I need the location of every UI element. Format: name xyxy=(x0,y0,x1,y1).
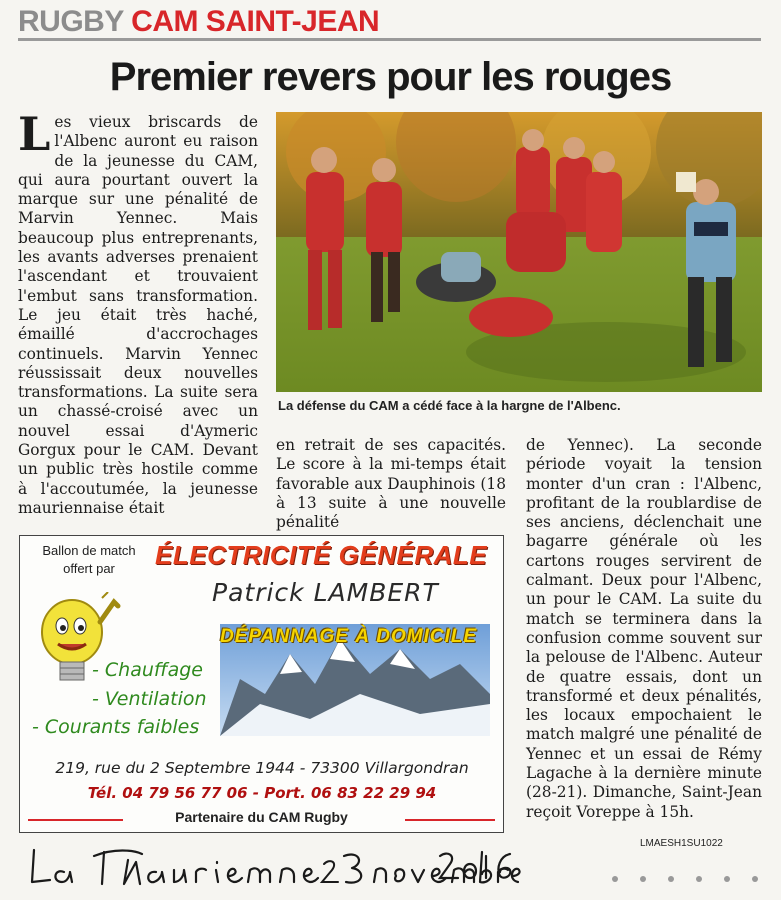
print-dot xyxy=(752,876,758,882)
rugby-photo-illustration xyxy=(276,112,762,392)
rubric-team: CAM SAINT-JEAN xyxy=(131,5,380,38)
ad-partner-line: Partenaire du CAM Rugby xyxy=(175,809,348,825)
ad-service-ventilation: - Ventilation xyxy=(92,688,207,710)
sponsor-line-2: offert par xyxy=(63,561,115,576)
ad-tagline: DÉPANNAGE À DOMICILE xyxy=(220,626,478,647)
sponsor-line-1: Ballon de match xyxy=(42,543,136,558)
ad-phone-numbers: Tél. 04 79 56 77 06 - Port. 06 83 22 29 94 xyxy=(87,784,437,802)
drop-cap: L xyxy=(18,107,51,161)
rubric-label: RUGBY xyxy=(18,5,124,38)
print-dot xyxy=(668,876,674,882)
article-column-2 xyxy=(276,436,506,532)
photo-caption: La défense du CAM a cédé face à la hargne de l'Albenc. xyxy=(278,398,621,413)
print-dot xyxy=(640,876,646,882)
column-1-text: es vieux briscards de l'Albenc auront eu raison de la jeunesse du CAM, qui aura pourtant ouvert la marque sur une pénalité de Marvin Yennec. Mais beaucoup plus entreprenants, les avants adverses prenaient l'ascendant et trouvaient l'embut sans transformation. Le jeu était très haché, émaillé d'accrochages continuels. Marvin Yennec réussissait deux nouvelles transformations. La suite sera un chassé-croisé avec un nouvel essai d'Aymeric Gorgux pour le CAM. Devant un public très hostile comme à l'accoutumée, la jeunesse mauriennaise était xyxy=(18,113,258,517)
ad-owner-name: Patrick LAMBERT xyxy=(212,578,439,607)
sponsor-note xyxy=(34,542,144,578)
column-2-text: en retrait de ses capacités. Le score à la mi-temps était favorable aux Dauphinois (18 à 13 suite à une nouvelle pénalité xyxy=(276,436,506,532)
article-headline: Premier revers pour les rouges xyxy=(109,55,672,99)
rugby-match-photo xyxy=(276,112,762,392)
ad-company-name: ÉLECTRICITÉ GÉNÉRALE xyxy=(155,540,488,570)
ad-service-low-current: - Courants faibles xyxy=(32,716,200,738)
column-3-text: de Yennec). La seconde période voyait la tension monter d'un cran : l'Albenc, profitant de la roublardise de ses anciens, déclenchait une bagarre générale où les cartons rouges servirent de calmant. Deux pour l'Albenc, un pour le CAM. La suite du match se terminera dans la confusion comme souvent sur la pelouse de l'Albenc. Auteur de quatre essais, dont un transformé et deux pénalités, les locaux empochaient le match malgré une pénalité de Yennec et un essai de Rémy Lagache à la dernière minute (28-21). Dimanche, Saint-Jean reçoit Voreppe à 15h. xyxy=(526,436,762,821)
signature-date-digits xyxy=(340,842,520,892)
header-rule xyxy=(18,38,761,41)
sponsor-advertisement xyxy=(19,535,504,833)
ad-red-line-right xyxy=(405,819,495,821)
section-rubric xyxy=(18,4,379,40)
reference-code: LMAESH1SU1022 xyxy=(640,838,723,849)
print-dot xyxy=(612,876,618,882)
article-column-1 xyxy=(18,107,258,517)
print-dot xyxy=(696,876,702,882)
article-column-3 xyxy=(526,436,762,842)
print-dot xyxy=(724,876,730,882)
ad-address: 219, rue du 2 Septembre 1944 - 73300 Villargondran xyxy=(55,759,469,777)
ad-service-heating: - Chauffage xyxy=(92,659,203,681)
